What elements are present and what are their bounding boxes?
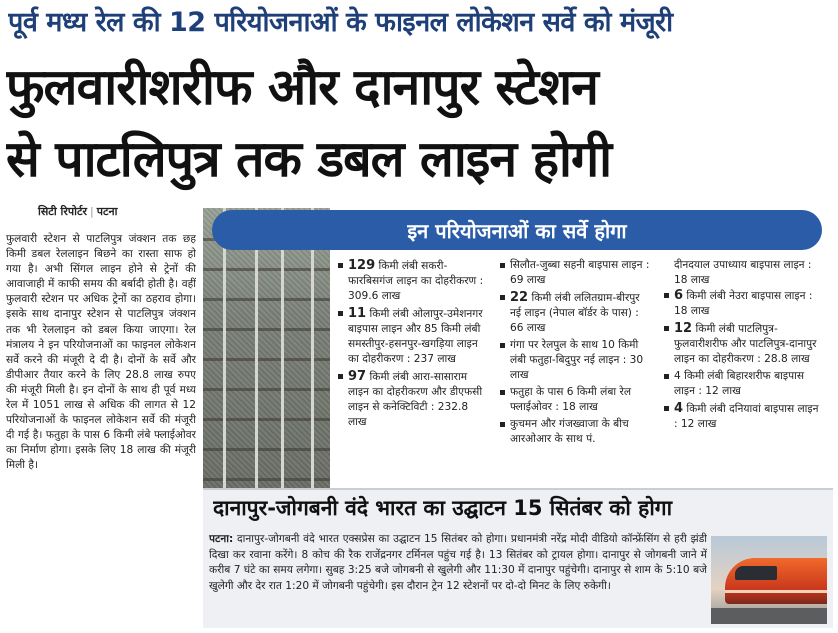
list-item: 4 किमी लंबी बिहारशरीफ बाइपास लाइन : 12 लाख xyxy=(664,369,824,399)
survey-column-1 xyxy=(338,258,490,490)
kicker-headline: पूर्व मध्य रेल की 12 परियोजनाओं के फाइनल लोकेशन सर्वे को मंजूरी xyxy=(8,7,673,38)
vande-bharat-headline: दानापुर-जोगबनी वंदे भारत का उद्घाटन 15 सितंबर को होगा xyxy=(213,496,673,520)
main-headline-line-1: फुलवारीशरीफ और दानापुर स्टेशन xyxy=(6,58,598,116)
railway-track-photo xyxy=(203,208,330,488)
survey-column-2 xyxy=(500,258,652,490)
byline-separator: | xyxy=(90,205,94,218)
list-item: फतुहा के पास 6 किमी लंबा रेल फ्लाईओवर : 18 लाख xyxy=(500,385,652,415)
byline xyxy=(38,204,117,219)
main-headline-line-2: से पाटलिपुत्र तक डबल लाइन होगी xyxy=(6,130,612,188)
list-item-continued: दीनदयाल उपाध्याय बाइपास लाइन : 18 लाख xyxy=(674,259,812,286)
list-item: 22 किमी लंबी ललितग्राम-बीरपुर नई लाइन (नेपाल बॉर्डर के पास) : 66 लाख xyxy=(500,290,652,336)
dateline: पटना: xyxy=(209,533,234,545)
vande-bharat-story-text: पटना: दानापुर-जोगबनी वंदे भारत एक्सप्रेस का उद्घाटन 15 सितंबर को होगा। प्रधानमंत्री नरेंद्र मोदी वीडियो कॉन्फ्रेंसिंग से हरी झंडी दिखा कर रवाना करेंगे। 8 कोच की रैक राजेंद्रनगर टर्मिनल पहुंच गई है। 13 सितंबर को ट्रायल होगा। दानापुर से जोगबनी जाने में करीब 7 घंटे का समय लगेगा। सुबह 3:25 बजे जोगबनी से खुलेगी और 11:30 में दानापुर पहुंचेगी। दानापुर से शाम के 5:10 बजे खुलेगी और देर रात 1:20 में जोगबनी पहुंचेगी। इस दौरान ट्रेन 12 स्टेशनों पर दो-दो मिनट के लिए रुकेगी। xyxy=(209,533,707,592)
byline-city: पटना xyxy=(96,205,118,218)
list-item: कुचमन और गंजख्वाजा के बीच आरओआर के साथ पं. xyxy=(500,417,652,447)
list-item: गंगा पर रेलपुल के साथ 10 किमी लंबी फतुहा-बिदुपुर नई लाइन : 30 लाख xyxy=(500,338,652,383)
survey-section-banner: इन परियोजनाओं का सर्वे होगा xyxy=(212,210,822,250)
list-item: सिलौत-जुब्बा सहनी बाइपास लाइन : 69 लाख xyxy=(500,258,652,288)
byline-author: सिटी रिपोर्टर xyxy=(38,205,87,218)
list-item: 6 किमी लंबी नेउरा बाइपास लाइन : 18 लाख xyxy=(664,288,824,319)
list-item: 11 किमी लंबी ओलापुर-उमेशनगर बाइपास लाइन और 85 किमी लंबी समस्तीपुर-हसनपुर-खगड़िया लाइन का दोहरीकरण : 237 लाख xyxy=(338,306,490,367)
main-story-text: फुलवारी स्टेशन से पाटलिपुत्र जंक्शन तक छह किमी डबल रेललाइन बिछने का रास्ता साफ हो गया है। अभी सिंगल लाइन होने से ट्रेनों की आवाजाही में काफी समय की बर्बादी होती है। वहीं फुलवारी स्टेशन पर अधिक ट्रेनों का ठहराव होगा। इसके साथ दानापुर स्टेशन से पाटलिपुत्र जंक्शन तक भी रेललाइन को डबल किया जाएगा। रेल मंत्रालय ने इन परियोजनाओं का फाइनल लोकेशन सर्वे करने की मंजूरी दे दी है। दोनों के सर्वे और डीपीआर तैयार करने के लिए 28.8 लाख रुपए की मंजूरी मिली है। इन दोनों के साथ ही पूर्व मध्य रेल में 1051 लाख से अधिक की लागत से 12 परियोजनाओं के फाइनल लोकेशन सर्वे की मंजूरी दी गई है। फतुहा के पास 6 किमी लंबे फ्लाईओवर का निर्माण होगा। इसके लिए 18 लाख की मंजूरी मिली है। xyxy=(6,233,196,472)
vande-bharat-story-box xyxy=(203,488,833,628)
list-item: 4 किमी लंबी दनियावां बाइपास लाइन : 12 लाख xyxy=(664,401,824,432)
list-item: 97 किमी लंबी आरा-सासाराम लाइन का दोहरीकरण और डीएफसी लाइन से कनेक्टिविटी : 232.8 लाख xyxy=(338,369,490,430)
list-item: 12 किमी लंबी पाटलिपुत्र-फुलवारीशरीफ और पाटलिपुत्र-दानापुर लाइन का दोहरीकरण : 28.8 लाख xyxy=(664,321,824,367)
vande-bharat-train-photo xyxy=(711,536,827,624)
survey-column-3 xyxy=(664,258,824,490)
list-item: 129 किमी लंबी सकरी-फारबिसगंज लाइन का दोहरीकरण : 309.6 लाख xyxy=(338,258,490,304)
